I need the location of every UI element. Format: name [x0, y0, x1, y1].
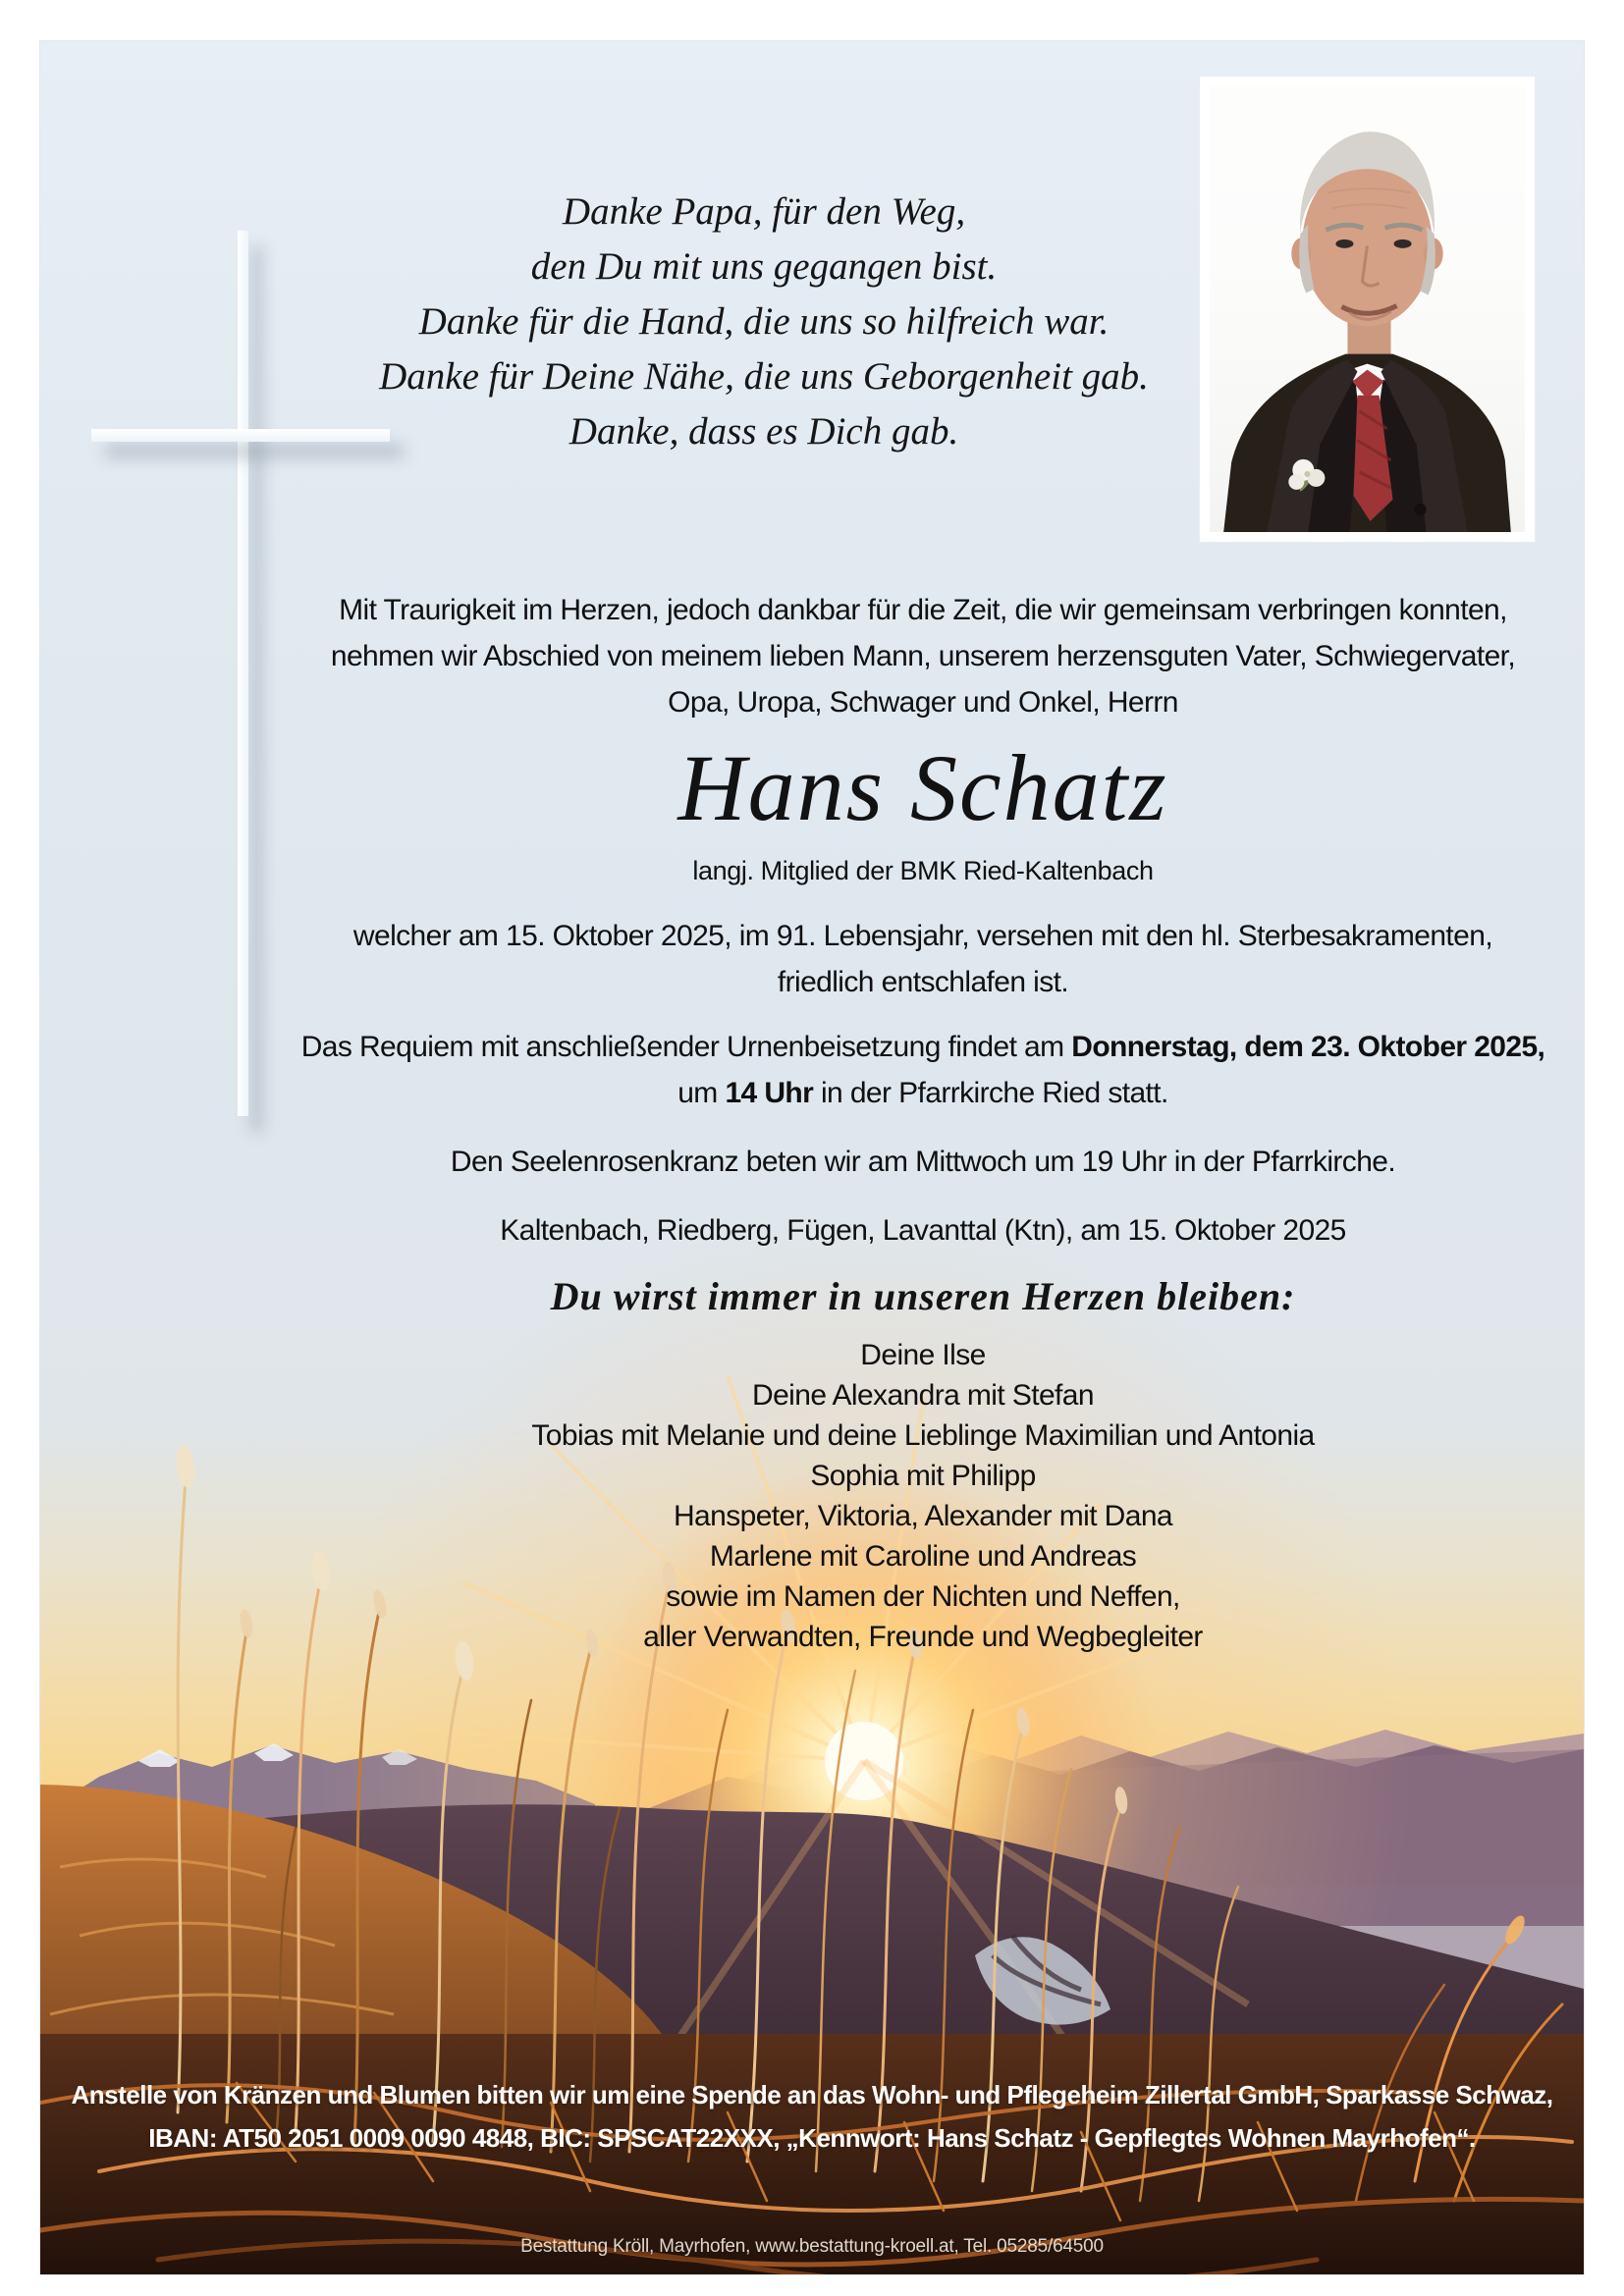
poem-line: den Du mit uns gegangen bist.: [530, 245, 998, 288]
mourner-line: Sophia mit Philipp: [810, 1460, 1036, 1492]
mourner-line: Deine Alexandra mit Stefan: [752, 1379, 1094, 1412]
death-statement: [262, 913, 1584, 1005]
poem-line: Danke für Deine Nähe, die uns Geborgenheit gab.: [379, 355, 1149, 398]
deceased-name: Hans Schatz: [677, 735, 1168, 840]
requiem-text: Das Requiem mit anschließender Urnenbeisetzung findet am: [300, 1031, 1072, 1063]
poem-line: Danke für die Hand, die uns so hilfreich war.: [418, 300, 1110, 343]
mourners-list: [262, 1335, 1584, 1657]
poem-line: Danke, dass es Dich gab.: [568, 410, 959, 453]
death-line: welcher am 15. Oktober 2025, im 91. Lebensjahr, versehen mit den hl. Sterbesakramenten,: [352, 920, 1493, 952]
death-line: friedlich entschlafen ist.: [777, 966, 1069, 998]
requiem-text: in der Pfarrkirche Ried statt.: [813, 1077, 1168, 1109]
farewell-heading: Du wirst immer in unseren Herzen bleiben:: [550, 1274, 1296, 1318]
mourner-line: aller Verwandten, Freunde und Wegbegleiter: [643, 1621, 1203, 1653]
obituary-card: [40, 41, 1584, 2274]
intro-line: Opa, Uropa, Schwager und Onkel, Herrn: [668, 686, 1178, 719]
requiem-date: Donnerstag, dem 23. Oktober 2025,: [1071, 1031, 1545, 1063]
intro-paragraph: [262, 587, 1584, 725]
requiem-announcement: [262, 1024, 1584, 1116]
mourner-line: sowie im Namen der Nichten und Neffen,: [666, 1580, 1180, 1613]
donation-line: Anstelle von Kränzen und Blumen bitten wir um eine Spende an das Wohn- und Pflegeheim Zillertal GmbH, Sparkasse Schwaz,: [71, 2080, 1553, 2109]
mourner-line: Marlene mit Caroline und Andreas: [709, 1540, 1137, 1573]
donation-request: [40, 2073, 1584, 2160]
intro-line: nehmen wir Abschied von meinem lieben Mann, unserem herzensguten Vater, Schwiegervater,: [330, 640, 1516, 672]
opening-poem: [40, 185, 1488, 459]
mourner-line: Hanspeter, Viktoria, Alexander mit Dana: [673, 1500, 1172, 1532]
mourner-line: Deine Ilse: [860, 1339, 986, 1371]
requiem-time: 14 Uhr: [725, 1077, 814, 1109]
places-date-line: Kaltenbach, Riedberg, Fügen, Lavanttal (Ktn), am 15. Oktober 2025: [500, 1214, 1346, 1247]
donation-line: IBAN: AT50 2051 0009 0090 4848, BIC: SPSCAT22XXX, „Kennwort: Hans Schatz - Gepflegtes Wohnen Mayrhofen“.: [148, 2123, 1476, 2153]
membership-note: langj. Mitglied der BMK Ried-Kaltenbach: [692, 856, 1154, 885]
intro-line: Mit Traurigkeit im Herzen, jedoch dankbar für die Zeit, die wir gemeinsam verbringen konnten,: [339, 594, 1507, 626]
mourner-line: Tobias mit Melanie und deine Lieblinge Maximilian und Antonia: [531, 1419, 1315, 1452]
requiem-text: um: [677, 1077, 726, 1109]
funeral-home-footer: Bestattung Kröll, Mayrhofen, www.bestattung-kroell.at, Tel. 05285/64500: [520, 2236, 1104, 2257]
poem-line: Danke Papa, für den Weg,: [562, 190, 966, 233]
rosary-announcement: Den Seelenrosenkranz beten wir am Mittwoch um 19 Uhr in der Pfarrkirche.: [450, 1146, 1396, 1178]
